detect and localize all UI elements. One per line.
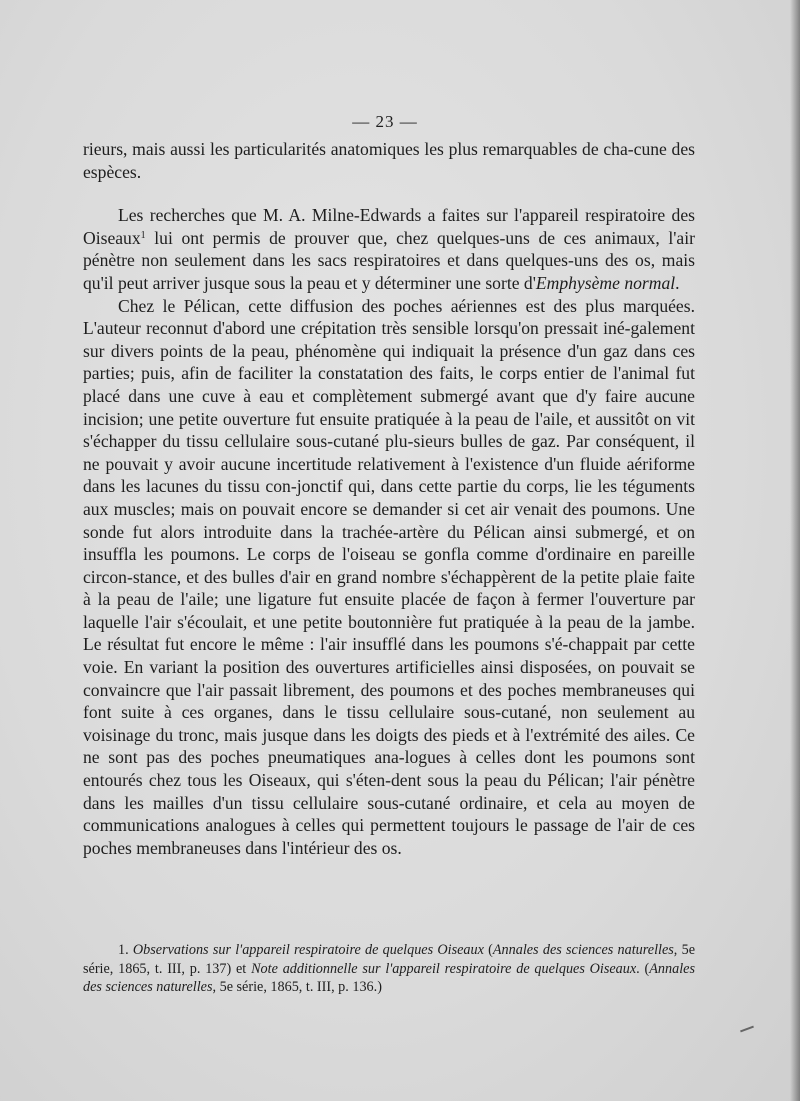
paragraph-milne-edwards [83,204,695,294]
paragraph-pelican [83,295,695,860]
italic-text: Observations sur l'appareil respiratoire de quelques Oiseaux [132,942,484,958]
page-number: — 23 — [352,112,418,131]
footnote-marker: 1 [140,229,146,241]
italic-text: Annales des sciences naturelles [83,960,695,995]
text-run: . [675,272,680,293]
body-text [83,138,695,859]
text-run: . ( [636,960,650,977]
text-run: , 5e série, 1865, t. III, p. 137) et [83,942,695,977]
footnote-1 [83,941,695,997]
text-run: lui ont permis de prouver que, chez quelques-uns de ces animaux, l'air pénètre non seulement dans les sacs respiratoires et dans quelques-uns des os, mais qu'il peut arriver jusque sous la peau et y déterminer une sorte d' [83,227,695,293]
page-edge-shadow [790,0,800,1101]
text-run: rieurs, mais aussi les particularités anatomiques les plus remarquables de cha-cune des espèces. [83,139,695,182]
text-run: Les recherches que M. A. Milne-Edwards a faites sur l'appareil respiratoire des Oiseaux [83,205,695,248]
italic-text: Annales des sciences naturelles [492,942,674,958]
paragraph-continued [83,138,695,183]
text-run: Chez le Pélican, cette diffusion des poches aériennes est des plus marquées. L'auteur reconnut d'abord une crépitation très sensible lorsqu'on pressait iné-galement sur divers points de la peau, phénomène qui indiquait la présence d'un gaz dans ces parties; puis, afin de faciliter la constatation des faits, le corps entier de l'animal fut placé dans une cuve à eau et complètement submergé avant que d'y faire aucune incision; une petite ouverture fut ensuite pratiquée à la peau de l'aile, et aussitôt on vit s'échapper du tissu cellulaire sous-cutané plu-sieurs bulles de gaz. Par conséquent, il ne pouvait y avoir aucune incertitude relativement à l'existence d'un fluide aériforme dans les lacunes du tissu con-jonctif qui, dans cette partie du corps, lie les téguments aux muscles; mais on pouvait encore se demander si cet air venait des poumons. Une sonde fut alors introduite dans la trachée-artère du Pélican ainsi submergé, et on insuffla les poumons. Le corps de l'oiseau se gonfla comme d'ordinaire en pareille circon-stance, et des bulles d'air en grand nombre s'échappèrent de la petite plaie faite à la peau de l'aile; une ligature fut ensuite placée de façon à fermer l'ouverture par laquelle l'air s'écoulait, et une petite boutonnière fut pratiquée à la peau de la jambe. Le résultat fut encore le même : l'air insufflé dans les poumons s'é-chappait par cette voie. En variant la position des ouvertures artificielles ainsi disposées, on pouvait se convaincre que l'air passait librement, des poumons et des poches membraneuses qui font suite à ces organes, dans le tissu cellulaire sous-cutané, non seulement au voisinage du tronc, mais jusque dans les doigts des pieds et à l'extrémité des ailes. Ce ne sont pas des poches pneumatiques ana-logues à celles dont les poumons sont entourés chez tous les Oiseaux, qui s'éten-dent sous la peau du Pélican; l'air pénètre dans les mailles d'un tissu cellulaire sous-cutané ordinaire, et cela au moyen de communications analogues à celles qui permettent toujours le passage de l'air de ces poches membraneuses dans l'intérieur des os. [83,295,695,858]
text-run: 1. [118,942,133,958]
italic-text: Note additionnelle sur l'appareil respiratoire de quelques Oiseaux [251,960,637,977]
footnote [83,941,695,997]
italic-text: Emphysème normal [535,272,676,293]
text-run: ( [483,942,493,958]
text-run: , 5e série, 1865, t. III, p. 136.) [212,979,382,995]
